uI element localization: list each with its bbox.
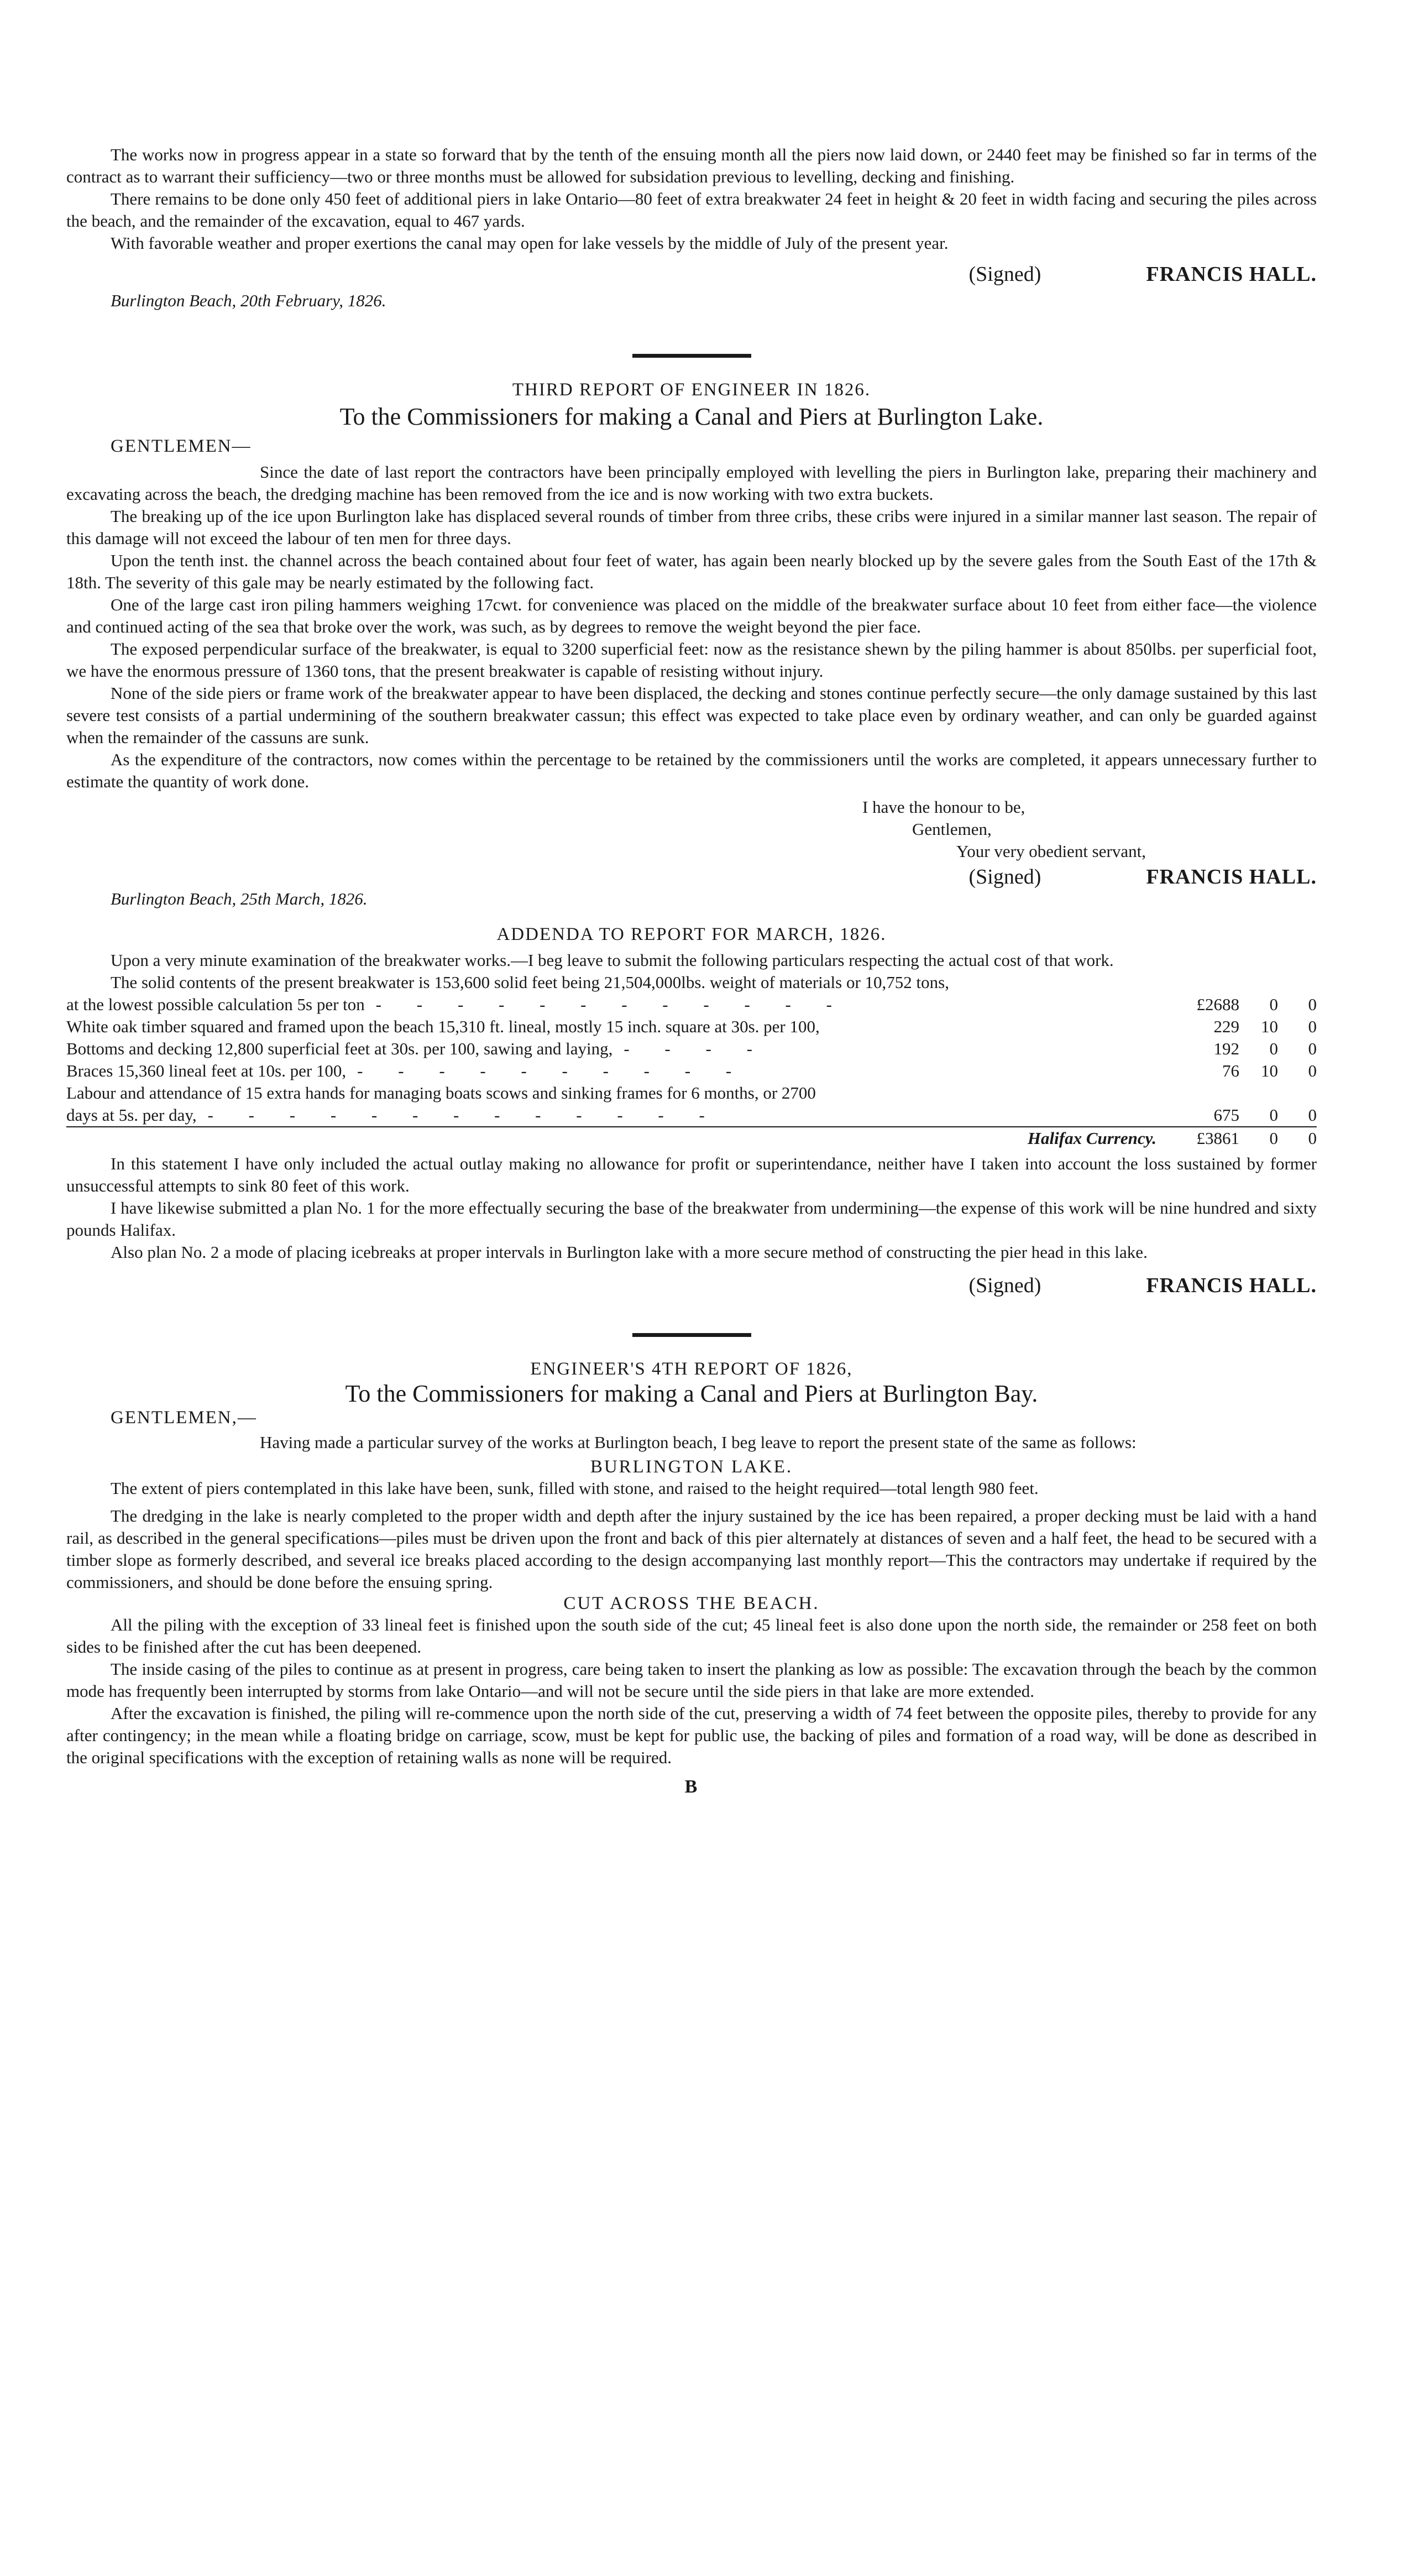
paragraph: The extent of piers contemplated in this lake have been, sunk, filled with stone, and raised to the height required—total length 980 feet. xyxy=(111,1478,1039,1498)
signed-label: (Signed) xyxy=(968,1274,1041,1297)
cost-shillings: 0 xyxy=(1269,995,1278,1014)
cost-pence: 0 xyxy=(1308,1039,1317,1058)
cost-pence: 0 xyxy=(1308,1105,1317,1125)
cost-pounds: 192 xyxy=(1213,1039,1239,1058)
section-heading: CUT ACROSS THE BEACH. xyxy=(563,1593,820,1613)
addenda xyxy=(66,924,1317,1298)
cost-pounds xyxy=(1156,1082,1239,1104)
closing-line: Gentlemen, xyxy=(912,819,992,839)
paragraph: The exposed perpendicular surface of the breakwater, is equal to 3200 superficial feet: now as the resistance shewn by the piling hammer is about 850lbs. per superficial foot, we have the enormous pressure of 1360 tons, that the present breakwater is capable of resisting without injury. xyxy=(66,639,1317,681)
signed-label: (Signed) xyxy=(968,263,1041,286)
currency-label: Halifax Currency. xyxy=(66,1127,1156,1149)
paragraph: After the excavation is finished, the piling will re-commence upon the north side of the cut, preserving a width of 74 feet between the opposite piles, thereby to provide for any after contingency; in the mean while a floating bridge on carriage, scow, must be kept for public use, the backing of piles and formation of a road way, will be done as described in the original specifications with the exception of retaining walls as none will be required. xyxy=(66,1704,1317,1767)
cost-shillings: 0 xyxy=(1269,1105,1278,1125)
total-pounds: £3861 xyxy=(1156,1127,1239,1149)
cost-row xyxy=(66,1060,1317,1082)
leader-dashes xyxy=(820,1017,831,1036)
cost-description: White oak timber squared and framed upon the beach 15,310 ft. lineal, mostly 15 inch. square at 30s. per 100, xyxy=(66,1017,820,1036)
section-heading: BURLINGTON LAKE. xyxy=(590,1457,793,1477)
section-divider xyxy=(632,354,751,358)
cost-row xyxy=(66,1104,1317,1127)
report-title: ENGINEER'S 4TH REPORT OF 1826, xyxy=(530,1359,853,1379)
salutation: GENTLEMEN,— xyxy=(111,1408,257,1428)
closing-block xyxy=(66,796,1317,863)
total-shillings: 0 xyxy=(1239,1127,1278,1149)
leader-dashes: - - - - xyxy=(624,1039,768,1058)
total-pence: 0 xyxy=(1278,1127,1317,1149)
paragraph: The works now in progress appear in a state so forward that by the tenth of the ensuing month all the piers now laid down, or 2440 feet may be finished so far in terms of the contract as to warrant their sufficiency—two or three months must be allowed for subsidation previous to levelling, decking and finishing. xyxy=(66,145,1317,186)
leader-dashes xyxy=(816,1083,827,1102)
paragraph: I have likewise submitted a plan No. 1 for the more effectually securing the base of the breakwater from undermining—the expense of this work will be nine hundred and sixty pounds Halifax. xyxy=(66,1198,1317,1240)
cost-pounds: 675 xyxy=(1213,1105,1239,1125)
cost-pence: 0 xyxy=(1308,1017,1317,1036)
closing-line: Your very obedient servant, xyxy=(956,842,1146,861)
cost-description: days at 5s. per day, xyxy=(66,1105,197,1125)
paragraph: One of the large cast iron piling hammers weighing 17cwt. for convenience was placed on the middle of the breakwater surface about 10 feet from either face—the violence and continued acting of the sea that broke over the work, was such, as by degrees to remove the weight beyond the pier face. xyxy=(66,595,1317,636)
paragraph: The inside casing of the piles to continue as at present in progress, care being taken to insert the planking as low as possible: The excavation through the beach by the common mode has frequently been interrupted by storms from lake Ontario—and will not be secure until the side piers in that lake are more extended. xyxy=(66,1659,1317,1701)
report3 xyxy=(66,380,1317,909)
dateline: Burlington Beach, 25th March, 1826. xyxy=(111,889,368,908)
dateline: Burlington Beach, 20th February, 1826. xyxy=(111,291,386,310)
report-subtitle: To the Commissioners for making a Canal and Piers at Burlington Lake. xyxy=(339,403,1044,430)
signatory-name: FRANCIS HALL. xyxy=(1146,263,1317,286)
cost-description: Labour and attendance of 15 extra hands for managing boats scows and sinking frames for 6 months, or 2700 xyxy=(66,1083,816,1102)
signature-block xyxy=(66,1273,1317,1298)
paragraph: Upon the tenth inst. the channel across the beach contained about four feet of water, has again been nearly blocked up by the severe gales from the South East of the 17th & 18th. The severity of this gale may be nearly estimated by the following fact. xyxy=(66,551,1317,592)
cost-description-cell xyxy=(66,1060,1156,1082)
cost-description-cell xyxy=(66,1082,1156,1104)
paragraph: The breaking up of the ice upon Burlington lake has displaced several rounds of timber from three cribs, these cribs were injured in a similar manner last season. The repair of this damage will not exceed the labour of ten men for three days. xyxy=(66,506,1317,548)
paragraph: Upon a very minute examination of the breakwater works.—I beg leave to submit the following particulars respecting the actual cost of that work. xyxy=(111,950,1114,970)
cost-description-cell xyxy=(66,994,1156,1016)
report2-tail xyxy=(66,144,1317,311)
cost-row xyxy=(66,1038,1317,1060)
report4 xyxy=(66,1359,1317,1769)
cost-description-cell xyxy=(66,1016,1156,1038)
closing-line: I have the honour to be, xyxy=(862,797,1025,817)
report-subtitle: To the Commissioners for making a Canal and Piers at Burlington Bay. xyxy=(345,1380,1038,1407)
cost-shillings xyxy=(1239,1082,1278,1104)
cost-description: at the lowest possible calculation 5s per ton xyxy=(66,995,365,1014)
signature-block xyxy=(66,865,1317,889)
leader-dashes: - - - - - - - - - - - - xyxy=(375,995,847,1014)
paragraph: Having made a particular survey of the works at Burlington beach, I beg leave to report the present state of the same as follows: xyxy=(260,1433,1137,1452)
cost-pounds: 76 xyxy=(1222,1061,1239,1080)
cost-shillings: 10 xyxy=(1261,1017,1278,1036)
signatory-name: FRANCIS HALL. xyxy=(1146,1274,1317,1297)
leader-dashes: - - - - - - - - - - xyxy=(357,1061,747,1080)
cost-description: Bottoms and decking 12,800 superficial feet at 30s. per 100, sawing and laying, xyxy=(66,1039,613,1058)
cost-shillings: 0 xyxy=(1269,1039,1278,1058)
cost-row xyxy=(66,1082,1317,1104)
total-row xyxy=(66,1127,1317,1149)
cost-pounds: 229 xyxy=(1213,1017,1239,1036)
cost-pounds: £2688 xyxy=(1196,995,1239,1014)
cost-description: Braces 15,360 lineal feet at 10s. per 100, xyxy=(66,1061,347,1080)
paragraph: The dredging in the lake is nearly completed to the proper width and depth after the injury sustained by the ice has been repaired, a proper decking must be laid with a hand rail, as described in the general specifications—piles must be driven upon the front and back of this pier alternately at distances of seven and a half feet, the head to be secured with a timber slope as formerly described, and several ice breaks placed according to the design accompanying last monthly report—This the contractors may undertake if required by the commissioners, and should be done before the ensuing spring. xyxy=(66,1506,1317,1592)
page-signature-mark: B xyxy=(684,1776,699,1797)
paragraph: Since the date of last report the contractors have been principally employed with levelling the piers in Burlington lake, preparing their machinery and excavating across the beach, the dredging machine has been removed from the ice and is now working with two extra buckets. xyxy=(66,462,1317,504)
paragraph: None of the side piers or frame work of the breakwater appear to have been displaced, the decking and stones continue perfectly secure—the only damage sustained by this last severe test consists of a partial undermining of the southern breakwater cassun; this effect was expected to take place even by ordinary weather, and can only be guarded against when the remainder of the cassuns are sunk. xyxy=(66,683,1317,747)
cost-row xyxy=(66,1016,1317,1038)
cost-row xyxy=(66,994,1317,1016)
cost-description-cell xyxy=(66,1038,1156,1060)
cost-description-cell xyxy=(66,1104,1156,1127)
cost-pence: 0 xyxy=(1308,1061,1317,1080)
salutation: GENTLEMEN— xyxy=(111,436,252,456)
report-title: THIRD REPORT OF ENGINEER IN 1826. xyxy=(512,380,871,400)
cost-pence xyxy=(1278,1082,1317,1104)
leader-dashes: - - - - - - - - - - - - - xyxy=(207,1105,720,1125)
paragraph: Also plan No. 2 a mode of placing icebreaks at proper intervals in Burlington lake with a more secure method of constructing the pier head in this lake. xyxy=(111,1242,1148,1262)
signatory-name: FRANCIS HALL. xyxy=(1146,865,1317,889)
cost-table xyxy=(66,994,1317,1149)
addenda-title: ADDENDA TO REPORT FOR MARCH, 1826. xyxy=(496,924,887,944)
paragraph: As the expenditure of the contractors, now comes within the percentage to be retained by the commissioners until the works are completed, it appears unnecessary further to estimate the quantity of work done. xyxy=(66,750,1317,791)
paragraph: There remains to be done only 450 feet of additional piers in lake Ontario—80 feet of extra breakwater 24 feet in height & 20 feet in width facing and securing the piles across the beach, and the remainder of the excavation, equal to 467 yards. xyxy=(66,189,1317,231)
paragraph: With favorable weather and proper exertions the canal may open for lake vessels by the middle of July of the present year. xyxy=(111,233,949,253)
cost-shillings: 10 xyxy=(1261,1061,1278,1080)
cost-pence: 0 xyxy=(1308,995,1317,1014)
signature-block xyxy=(66,262,1317,286)
paragraph: All the piling with the exception of 33 lineal feet is finished upon the south side of the cut; 45 lineal feet is also done upon the north side, the remainder or 258 feet on both sides to be finished after the cut has been deepened. xyxy=(66,1615,1317,1657)
signed-label: (Signed) xyxy=(968,865,1041,889)
paragraph: In this statement I have only included the actual outlay making no allowance for profit or superintendance, neither have I taken into account the loss sustained by former unsuccessful attempts to sink 80 feet of this work. xyxy=(66,1154,1317,1195)
section-divider xyxy=(632,1333,751,1337)
paragraph: The solid contents of the present breakwater is 153,600 solid feet being 21,504,000lbs. weight of materials or 10,752 tons, xyxy=(111,973,949,992)
